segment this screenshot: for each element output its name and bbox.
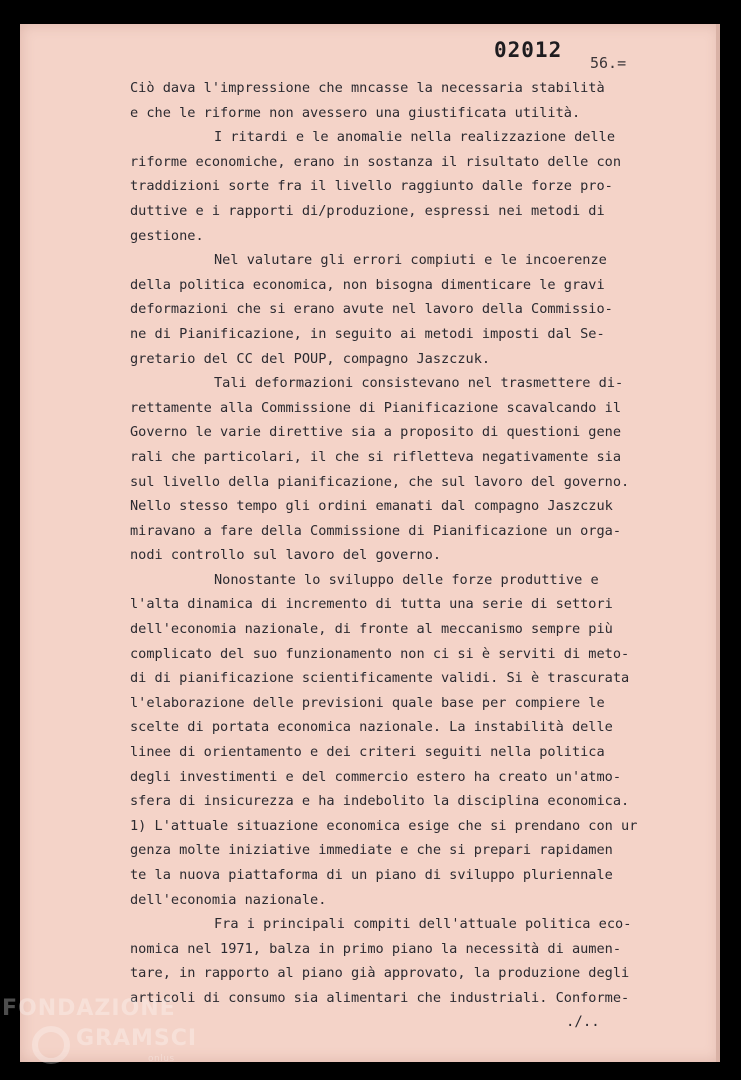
text-line: l'alta dinamica di incremento di tutta una serie di settori <box>130 596 613 613</box>
text-line: gretario del CC del POUP, compagno Jaszczuk. <box>130 350 491 367</box>
text-line: Nel valutare gli errori compiuti e le incoerenze <box>214 252 607 269</box>
text-line: rali che particolari, il che si rifletteva negativamente sia <box>130 448 622 465</box>
text-line: tare, in rapporto al piano già approvato, la produzione degli <box>130 965 630 982</box>
text-line: deformazioni che si erano avute nel lavoro della Commissio- <box>130 301 613 318</box>
typewritten-text <box>130 76 710 1011</box>
text-line: Nello stesso tempo gli ordini emanati dal compagno Jaszczuk <box>130 498 613 515</box>
text-line: e che le riforme non avessero una giustificata utilità. <box>130 104 581 121</box>
archive-number: 02012 <box>494 38 563 62</box>
text-line: complicato del suo funzionamento non ci si è serviti di meto- <box>130 645 630 662</box>
text-line: Tali deformazioni consistevano nel trasmettere di- <box>214 375 624 392</box>
text-line: Fra i principali compiti dell'attuale politica eco- <box>214 916 632 933</box>
text-line: I ritardi e le anomalie nella realizzazione delle <box>214 129 616 146</box>
text-line: miravano a fare della Commissione di Pianificazione un orga- <box>130 522 622 539</box>
text-line: Governo le varie direttive sia a proposito di questioni gene <box>130 424 622 441</box>
text-line: dell'economia nazionale, di fronte al meccanismo sempre più <box>130 621 613 638</box>
text-line: genza molte iniziative immediate e che si prepari rapidamen <box>130 842 613 859</box>
text-line: nomica nel 1971, balza in primo piano la necessità di aumen- <box>130 940 622 957</box>
text-line: 1) L'attuale situazione economica esige che si prendano con ur <box>130 817 638 834</box>
watermark-line1: FONDAZIONE <box>2 996 176 1021</box>
text-line: articoli di consumo sia alimentari che industriali. Conforme- <box>130 989 630 1006</box>
text-line: rettamente alla Commissione di Pianificazione scavalcando il <box>130 399 622 416</box>
text-line: riforme economiche, erano in sostanza il risultato delle con <box>130 153 622 170</box>
text-line: degli investimenti e del commercio estero ha creato un'atmo- <box>130 768 622 785</box>
text-line: nodi controllo sul lavoro del governo. <box>130 547 441 564</box>
text-line: Ciò dava l'impressione che mncasse la necessaria stabilità <box>130 80 605 96</box>
watermark-line2: GRAMSCI <box>76 1026 198 1051</box>
continuation-mark: ./.. <box>566 1014 600 1030</box>
fondazione-gramsci-watermark <box>0 996 200 1080</box>
text-line: sul livello della pianificazione, che sul lavoro del governo. <box>130 473 630 490</box>
text-line: ne di Pianificazione, in seguito ai metodi imposti dal Se- <box>130 325 605 342</box>
document-page <box>20 24 720 1062</box>
text-line: te la nuova piattaforma di un piano di sviluppo pluriennale <box>130 867 613 883</box>
text-line: dell'economia nazionale. <box>130 891 327 908</box>
watermark-logo-icon <box>32 1026 70 1064</box>
watermark-line3: onlus <box>148 1054 175 1064</box>
text-line: di di pianificazione scientificamente validi. Si è trascurata <box>130 670 630 687</box>
page-number: 56.= <box>590 54 627 72</box>
text-line: linee di orientamento e dei criteri seguiti nella politica <box>130 744 605 761</box>
text-line: scelte di portata economica nazionale. La instabilità delle <box>130 719 613 736</box>
text-line: Nonostante lo sviluppo delle forze produttive e <box>214 571 599 588</box>
text-line: sfera di insicurezza e ha indebolito la disciplina economica. <box>130 793 630 810</box>
text-line: duttive e i rapporti di/produzione, espressi nei metodi di <box>130 202 605 219</box>
page-edge <box>716 24 720 1062</box>
text-line: della politica economica, non bisogna dimenticare le gravi <box>130 276 605 293</box>
text-line: traddizioni sorte fra il livello raggiunto dalle forze pro- <box>130 178 613 195</box>
text-line: gestione. <box>130 227 204 244</box>
text-line: l'elaborazione delle previsioni quale base per compiere le <box>130 694 605 711</box>
